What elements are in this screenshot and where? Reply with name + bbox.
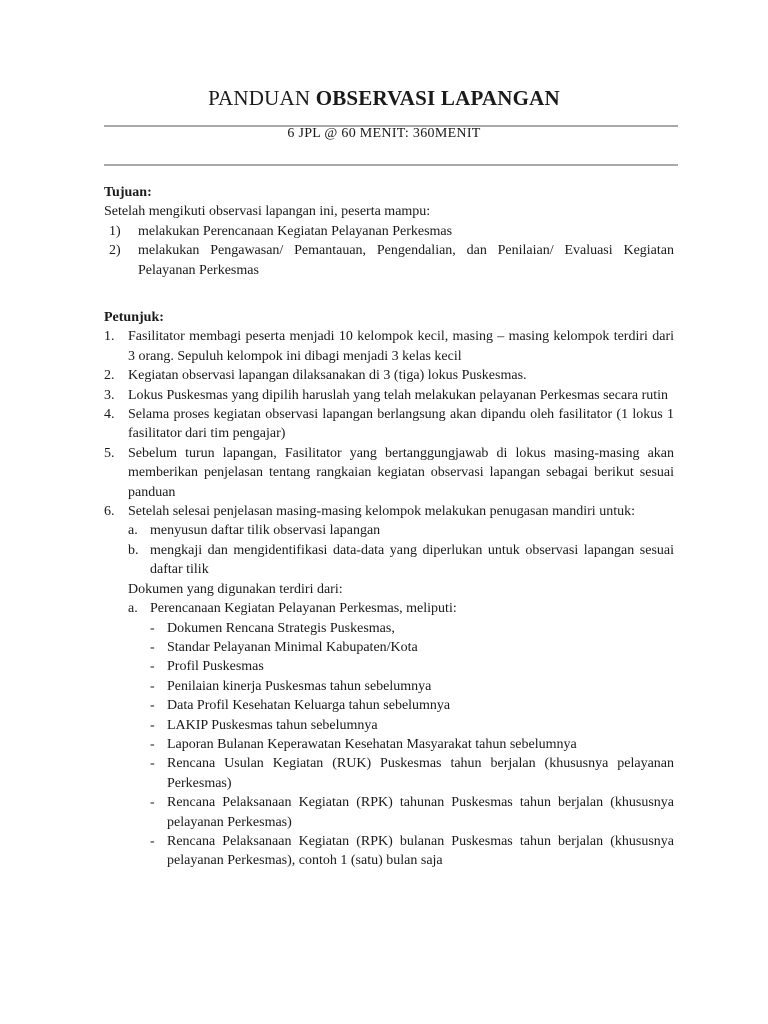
petunjuk-item-number: 5. <box>104 445 115 461</box>
dokumen-intro: Dokumen yang digunakan terdiri dari: <box>128 581 343 597</box>
dokumen-list-text: Rencana Pelaksanaan Kegiatan (RPK) tahunan Puskesmas tahun berjalan (khususnya pelayanan Perkesmas) <box>167 795 674 830</box>
dokumen-list-item <box>150 832 674 871</box>
petunjuk-item-text: Lokus Puskesmas yang dipilih haruslah yang telah melakukan pelayanan Perkesmas secara rutin <box>128 387 669 403</box>
dash-bullet: - <box>150 678 155 694</box>
sub-item-letter: a. <box>128 523 138 539</box>
petunjuk-item-number: 2. <box>104 368 115 384</box>
petunjuk-item-number: 4. <box>104 407 115 423</box>
dokumen-list-item <box>150 619 674 638</box>
dash-bullet: - <box>150 833 155 849</box>
sub-item <box>128 541 674 580</box>
petunjuk-item-number: 1. <box>104 329 115 345</box>
petunjuk-item <box>104 444 674 502</box>
petunjuk-heading: Petunjuk: <box>104 310 164 325</box>
dash-bullet: - <box>150 736 155 752</box>
tujuan-intro: Setelah mengikuti observasi lapangan ini, peserta mampu: <box>104 204 431 220</box>
dokumen-list-text: Data Profil Kesehatan Keluarga tahun sebelumnya <box>167 698 451 714</box>
petunjuk-item-text: Setelah selesai penjelasan masing-masing kelompok melakukan penugasan mandiri untuk: <box>128 504 635 520</box>
petunjuk-item-number: 3. <box>104 387 115 403</box>
dash-bullet: - <box>150 795 155 811</box>
petunjuk-item-text: Kegiatan observasi lapangan dilaksanakan di 3 (tiga) lokus Puskesmas. <box>128 368 527 384</box>
sub-item <box>128 521 674 540</box>
petunjuk-section <box>104 308 674 871</box>
petunjuk-item-text: Fasilitator membagi peserta menjadi 10 kelompok kecil, masing – masing kelompok terdiri dari 3 orang. Sepuluh kelompok ini dibagi menjadi 3 kelas kecil <box>128 329 674 364</box>
document-title <box>0 86 768 111</box>
document-subtitle: 6 JPL @ 60 MENIT: 360MENIT <box>287 126 481 141</box>
tujuan-item-text: melakukan Perencanaan Kegiatan Pelayanan Perkesmas <box>138 223 453 239</box>
dash-bullet: - <box>150 639 155 655</box>
bottom-divider <box>104 164 678 166</box>
title-bold: OBSERVASI LAPANGAN <box>315 86 560 110</box>
dokumen-category-text: Perencanaan Kegiatan Pelayanan Perkesmas, meliputi: <box>150 601 457 617</box>
dash-bullet: - <box>150 756 155 772</box>
petunjuk-item <box>104 327 674 366</box>
sub-item-text: menyusun daftar tilik observasi lapangan <box>150 523 381 539</box>
dokumen-list-text: Penilaian kinerja Puskesmas tahun sebelumnya <box>167 678 432 694</box>
petunjuk-item <box>104 502 674 871</box>
dokumen-category-letter: a. <box>128 601 138 617</box>
dokumen-list-item <box>150 754 674 793</box>
dokumen-list-text: Dokumen Rencana Strategis Puskesmas, <box>167 620 395 636</box>
dokumen-list-item <box>150 793 674 832</box>
petunjuk-item-text: Sebelum turun lapangan, Fasilitator yang bertanggungjawab di lokus masing-masing akan memberikan penjelasan tentang rangkaian kegiatan observasi lapangan sebagai berikut sesuai panduan <box>128 445 674 500</box>
dokumen-list-item <box>150 638 674 657</box>
dokumen-list-text: Standar Pelayanan Minimal Kabupaten/Kota <box>167 639 418 655</box>
dokumen-list-text: Profil Puskesmas <box>167 659 264 675</box>
dash-bullet: - <box>150 698 155 714</box>
dokumen-list-text: Laporan Bulanan Keperawatan Kesehatan Masyarakat tahun sebelumnya <box>167 736 577 752</box>
dokumen-list-item <box>150 677 674 696</box>
tujuan-item-text: melakukan Pengawasan/ Pemantauan, Pengendalian, dan Penilaian/ Evaluasi Kegiatan Pelayanan Perkesmas <box>138 243 674 278</box>
petunjuk-item-text: Selama proses kegiatan observasi lapangan berlangsung akan dipandu oleh fasilitator (1 lokus 1 fasilitator dari tim pengajar) <box>128 407 674 442</box>
tujuan-section <box>104 183 674 280</box>
petunjuk-item-body <box>128 502 674 871</box>
dokumen-list-item <box>150 716 674 735</box>
dokumen-category-body <box>150 599 674 871</box>
dokumen-list-text: LAKIP Puskesmas tahun sebelumnya <box>167 717 378 733</box>
petunjuk-item <box>104 405 674 444</box>
tujuan-heading: Tujuan: <box>104 185 152 200</box>
dokumen-list-text: Rencana Pelaksanaan Kegiatan (RPK) bulanan Puskesmas tahun berjalan (khususnya pelayanan Perkesmas), contoh 1 (satu) bulan saja <box>167 833 674 869</box>
tujuan-item <box>104 222 674 241</box>
dash-bullet: - <box>150 659 155 675</box>
petunjuk-item <box>104 366 674 385</box>
sub-item-text: mengkaji dan mengidentifikasi data-data yang diperlukan untuk observasi lapangan sesuai daftar tilik <box>150 542 674 578</box>
tujuan-item-number: 2) <box>109 243 121 259</box>
tujuan-item <box>104 241 674 280</box>
dokumen-list-item <box>150 696 674 715</box>
tujuan-item-number: 1) <box>109 223 121 239</box>
sub-item-letter: b. <box>128 542 139 558</box>
title-plain: PANDUAN <box>208 86 316 110</box>
dash-bullet: - <box>150 620 155 636</box>
dash-bullet: - <box>150 717 155 733</box>
dokumen-list-text: Rencana Usulan Kegiatan (RUK) Puskesmas tahun berjalan (khususnya pelayanan Perkesmas) <box>167 756 674 791</box>
dokumen-category <box>128 599 674 871</box>
petunjuk-item-number: 6. <box>104 504 115 520</box>
dokumen-list-item <box>150 735 674 754</box>
petunjuk-item <box>104 386 674 405</box>
dokumen-list-item <box>150 657 674 676</box>
